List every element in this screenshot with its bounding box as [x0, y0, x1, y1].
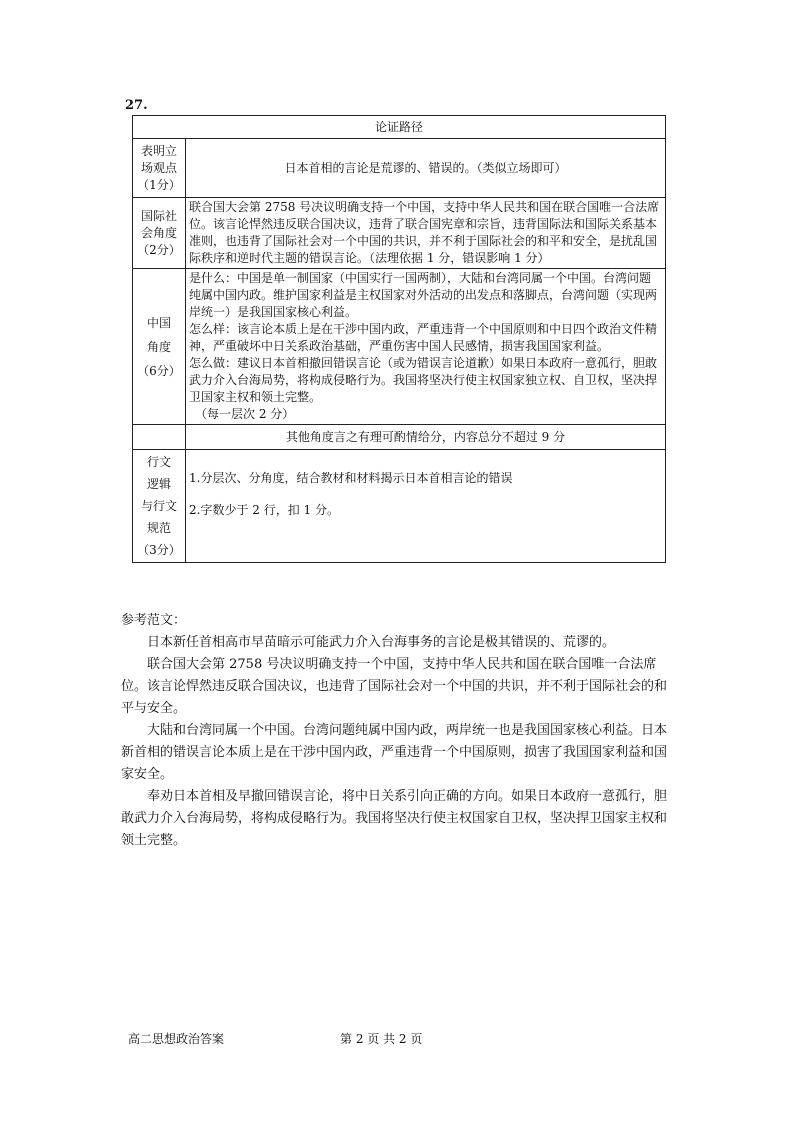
- label-line: 表明立: [140, 143, 177, 158]
- china-what: 是什么：中国是单一制国家（中国实行一国两制），大陆和台湾同属一个中国。台湾问题纯属中国内政。维护国家利益是主权国家对外活动的出发点和落脚点，台湾问题（实现两岸统一）是我国国家核心利益。: [189, 271, 658, 319]
- label-line: 会角度: [140, 225, 177, 240]
- label-line: 行文: [146, 455, 171, 469]
- question-number: 27.: [125, 98, 148, 113]
- logic-content: [186, 450, 666, 563]
- row-label-china: [133, 269, 186, 425]
- model-essay: [121, 610, 676, 852]
- label-line: （3分）: [137, 543, 181, 557]
- grading-table: [132, 115, 666, 563]
- table-header: 论证路径: [133, 116, 666, 139]
- china-content: [186, 269, 666, 425]
- china-score-note: （每一层次 2 分）: [195, 407, 295, 421]
- label-line: 角度: [146, 339, 171, 354]
- label-line: 规范: [146, 521, 171, 535]
- essay-title: 参考范文：: [121, 613, 187, 628]
- logic-item: 2.字数少于 2 行，扣 1 分。: [189, 503, 339, 517]
- table-row: [133, 269, 666, 425]
- table-row: [133, 198, 666, 269]
- label-line: （6分）: [137, 363, 181, 378]
- international-content: 联合国大会第 2758 号决议明确支持一个中国，支持中华人民共和国在联合国唯一合法席位。该言论悍然违反联合国决议，违背了联合国宪章和宗旨，违背国际法和国际关系基本准则，也违背了国际社会对一个中国的共识，并不利于国际社会的和平和安全，是扰乱国际秩序和逆时代主题的错误言论。（法理依据 1 分，错误影响 1 分）: [186, 198, 666, 269]
- essay-paragraph: 大陆和台湾同属一个中国。台湾问题纯属中国内政，两岸统一也是我国国家核心利益。日本新首相的错误言论本质上是在干涉中国内政，严重违背一个中国原则，损害了我国国家利益和国家安全。: [121, 723, 668, 782]
- row-label-logic: [133, 450, 186, 563]
- essay-paragraph: 奉劝日本首相及早撤回错误言论，将中日关系引向正确的方向。如果日本政府一意孤行，胆敢武力介入台海局势，将构成侵略行为。我国将坚决行使主权国家自卫权，坚决捍卫国家主权和领土完整。: [121, 789, 668, 848]
- label-line: 逻辑: [146, 477, 171, 491]
- label-line: 与行文: [140, 499, 177, 513]
- table-row: [133, 425, 666, 450]
- essay-paragraph: 日本新任首相高市早苗暗示可能武力介入台海事务的言论是极其错误的、荒谬的。: [147, 635, 616, 650]
- footer-page-number: 第 2 页 共 2 页: [340, 1032, 423, 1046]
- label-line: 国际社: [140, 208, 177, 223]
- row-label-international: [133, 198, 186, 269]
- label-line: （2分）: [137, 242, 181, 257]
- china-todo: 怎么做：建议日本首相撤回错误言论（或为错误言论道歉）如果日本政府一意孤行，胆敢武力介入台海局势，将构成侵略行为。我国将坚决行使主权国家独立权、自卫权，坚决捍卫国家主权和领土完整。: [189, 356, 658, 404]
- label-line: （1分）: [137, 177, 181, 192]
- essay-paragraph: 联合国大会第 2758 号决议明确支持一个中国，支持中华人民共和国在联合国唯一合法席位。该言论悍然违反联合国决议，也违背了国际社会对一个中国的共识，并不利于国际社会的和平与安全。: [121, 657, 668, 716]
- label-line: 中国: [146, 315, 171, 330]
- row-label-empty: [133, 425, 186, 450]
- table-row: [133, 450, 666, 563]
- footer-subject: 高二思想政治答案: [128, 1032, 225, 1046]
- other-angles-note: 其他角度言之有理可酌情给分，内容总分不超过 9 分: [186, 425, 666, 450]
- logic-item: 1.分层次、分角度，结合教材和材料揭示日本首相言论的错误: [189, 471, 513, 485]
- stand-content: 日本首相的言论是荒谬的、错误的。（类似立场即可）: [186, 139, 666, 198]
- label-line: 场观点: [140, 160, 177, 175]
- table-row: [133, 139, 666, 198]
- table-header-row: [133, 116, 666, 139]
- row-label-stand: [133, 139, 186, 198]
- china-how: 怎么样：该言论本质上是在干涉中国内政，严重违背一个中国原则和中日四个政治文件精神，严重破坏中日关系政治基础，严重伤害中国人民感情，损害我国国家利益。: [189, 322, 658, 353]
